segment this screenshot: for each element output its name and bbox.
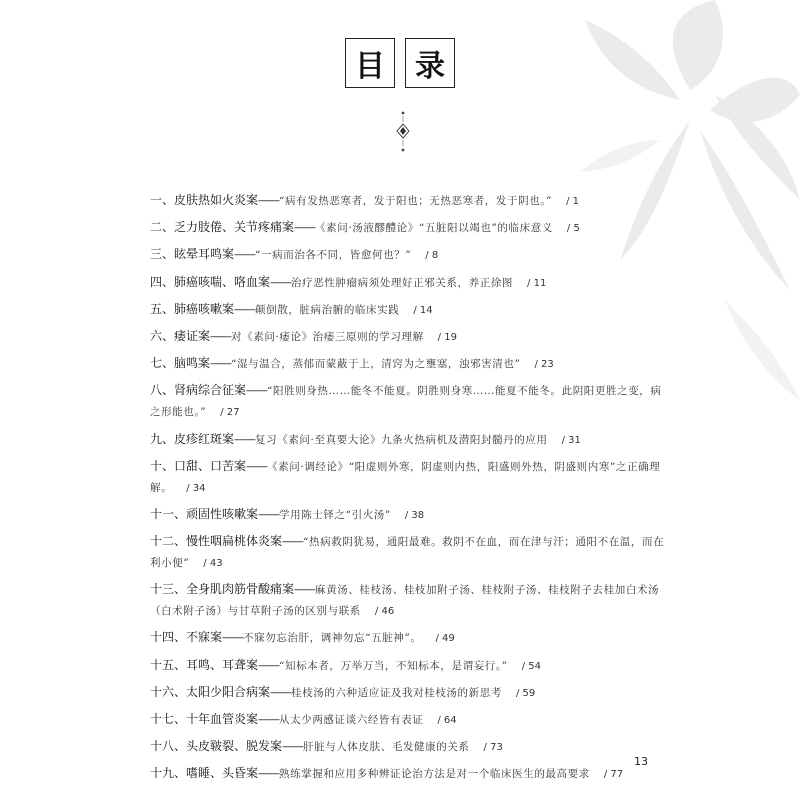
entry-title: 口甜、口苦案	[174, 458, 247, 473]
entry-page: / 46	[374, 606, 395, 618]
entry-dash: ——	[282, 534, 304, 549]
toc-entry-7[interactable]	[150, 353, 670, 375]
entry-dash: ——	[234, 301, 256, 316]
page-number: 13	[634, 755, 648, 768]
entry-page: / 19	[437, 331, 457, 343]
entry-page: / 64	[437, 715, 457, 726]
entry-title: 嗜睡、头昏案	[186, 766, 259, 781]
entry-subtitle: 颠倒散，脏病治腑的临床实践	[255, 303, 400, 316]
entry-page: / 49	[435, 633, 455, 645]
entry-title: 不寐案	[186, 630, 223, 645]
entry-page: / 11	[527, 277, 547, 289]
entry-page: / 8	[425, 250, 439, 262]
entry-title: 太阳少阳合病案	[186, 684, 271, 699]
entry-subtitle: 从太少两感证谈六经皆有表证	[279, 714, 424, 726]
entry-page: / 54	[521, 660, 541, 672]
entry-title: 顽固性咳嗽案	[186, 506, 259, 521]
entry-page: / 77	[603, 769, 624, 781]
entry-subtitle: “阳胜则身热……能冬不能夏。阴胜则身寒……能夏不能冬。此阴阳更胜之变，病之形能也。”	[150, 385, 662, 419]
entry-dash: ——	[270, 684, 292, 699]
toc-entry-12[interactable]	[150, 531, 670, 574]
entry-subtitle: 《素问·汤液醪醴论》“五脏阳以竭也”的临床意义	[315, 222, 553, 235]
entry-subtitle: “湿与温合，蒸郁而蒙蔽于上，清窍为之壅塞，浊邪害清也”	[231, 358, 521, 371]
entry-page: / 23	[534, 359, 554, 371]
entry-number: 十、	[150, 458, 175, 473]
entry-page: / 73	[483, 742, 503, 754]
entry-dash: ——	[258, 657, 280, 672]
entry-dash: ——	[210, 328, 232, 343]
toc-entry-8[interactable]	[150, 380, 670, 423]
entry-number: 十六、	[150, 684, 187, 699]
heading-char-lu: 录	[405, 38, 455, 88]
entry-number: 七、	[150, 356, 175, 371]
entry-number: 九、	[150, 431, 175, 446]
entry-title: 十年血管炎案	[186, 712, 259, 726]
entry-page: / 31	[561, 434, 581, 446]
entry-subtitle: “一病而治各不同，皆愈何也？”	[255, 249, 412, 262]
entry-subtitle: 麻黄汤、桂枝汤、桂枝加附子汤、桂枝附子汤、桂枝附子去桂加白术汤（白术附子汤）与甘草附子汤的区别与联系	[150, 584, 660, 618]
entry-page: / 43	[203, 558, 223, 570]
ornament-divider-icon	[394, 110, 412, 154]
toc-entry-14[interactable]	[150, 627, 670, 649]
entry-page: / 1	[566, 196, 580, 207]
entry-title: 肾病综合征案	[174, 383, 247, 398]
entry-subtitle: 熟练掌握和应用多种辨证论治方法是对一个临床医生的最高要求	[279, 768, 590, 781]
heading-char-mu: 目	[345, 38, 395, 88]
entry-dash: ——	[258, 506, 280, 521]
entry-number: 十二、	[150, 534, 187, 549]
entry-dash: ——	[258, 193, 280, 207]
entry-dash: ——	[246, 458, 268, 473]
entry-dash: ——	[234, 431, 256, 446]
entry-number: 十四、	[150, 630, 187, 645]
toc-list	[150, 190, 670, 791]
entry-number: 三、	[150, 247, 175, 262]
entry-number: 六、	[150, 328, 175, 343]
entry-title: 皮肤热如火炎案	[174, 193, 259, 207]
entry-subtitle: “知标本者，万举万当，不知标本，是谓妄行。”	[279, 659, 508, 672]
entry-dash: ——	[210, 356, 232, 371]
entry-dash: ——	[258, 766, 280, 781]
entry-dash: ——	[270, 274, 292, 289]
entry-dash: ——	[282, 739, 304, 754]
toc-entry-6[interactable]	[150, 326, 670, 348]
toc-entry-4[interactable]	[150, 272, 670, 294]
entry-number: 十八、	[150, 739, 187, 754]
entry-title: 头皮皲裂、脱发案	[186, 739, 283, 754]
entry-page: / 38	[404, 509, 425, 521]
entry-title: 脑鸣案	[174, 356, 211, 371]
entry-title: 慢性咽扁桃体炎案	[186, 534, 283, 549]
entry-subtitle: 治疗恶性肿瘤病须处理好正邪关系，养正徐图	[291, 276, 514, 289]
toc-entry-18[interactable]	[150, 736, 670, 758]
entry-number: 二、	[150, 220, 175, 235]
entry-number: 五、	[150, 301, 175, 316]
toc-entry-1[interactable]	[150, 190, 670, 212]
entry-title: 眩晕耳鸣案	[174, 247, 235, 262]
entry-page: / 5	[566, 223, 580, 235]
entry-title: 痿证案	[174, 328, 211, 343]
toc-entry-11[interactable]	[150, 504, 670, 526]
toc-entry-10[interactable]	[150, 456, 670, 499]
entry-title: 乏力肢倦、关节疼痛案	[174, 220, 295, 235]
toc-entry-9[interactable]	[150, 429, 670, 451]
entry-number: 一、	[150, 193, 175, 207]
entry-number: 十三、	[150, 582, 187, 597]
entry-subtitle: 桂枝汤的六种适应证及我对桂枝汤的新思考	[291, 686, 502, 699]
entry-page: / 27	[220, 407, 240, 419]
entry-dash: ——	[234, 247, 256, 262]
entry-page: / 34	[186, 482, 206, 494]
entry-subtitle: 对《素问·痿论》治痿三原则的学习理解	[231, 330, 424, 343]
entry-number: 四、	[150, 274, 175, 289]
toc-entry-17[interactable]	[150, 709, 670, 731]
entry-dash: ——	[294, 582, 316, 597]
entry-number: 十五、	[150, 657, 187, 672]
entry-number: 八、	[150, 383, 175, 398]
entry-subtitle: “病有发热恶寒者，发于阳也；无热恶寒者，发于阴也。”	[279, 195, 553, 207]
toc-entry-2[interactable]	[150, 217, 670, 239]
entry-title: 肺癌咳嗽案	[174, 301, 235, 316]
entry-number: 十七、	[150, 712, 187, 726]
entry-subtitle: 《素问·调经论》“阳虚则外寒，阴虚则内热，阳盛则外热，阴盛则内寒”之正确理解。	[150, 460, 661, 494]
entry-subtitle: 肝脏与人体皮肤、毛发健康的关系	[303, 741, 470, 754]
entry-page: / 59	[515, 687, 536, 699]
entry-dash: ——	[222, 630, 244, 645]
toc-entry-15[interactable]	[150, 655, 670, 677]
entry-subtitle: 学用陈士铎之“引火汤”	[279, 508, 391, 521]
toc-heading	[0, 38, 800, 88]
entry-title: 耳鸣、耳聋案	[186, 657, 259, 672]
toc-entry-3[interactable]	[150, 244, 670, 266]
entry-dash: ——	[294, 220, 316, 235]
entry-dash: ——	[246, 383, 268, 398]
entry-title: 皮疹红斑案	[174, 431, 235, 446]
entry-subtitle: “热病救阴犹易，通阳最难。救阴不在血，而在津与汗；通阳不在温，而在利小便”	[150, 536, 665, 570]
entry-page: / 14	[413, 304, 433, 316]
entry-dash: ——	[258, 712, 280, 726]
toc-entry-5[interactable]	[150, 299, 670, 321]
toc-entry-16[interactable]	[150, 682, 670, 704]
entry-number: 十九、	[150, 766, 187, 781]
entry-title: 肺癌咳喘、咯血案	[174, 274, 271, 289]
entry-subtitle: 复习《素问·至真要大论》九条火热病机及潜阳封髓丹的应用	[255, 433, 548, 446]
toc-entry-19[interactable]	[150, 763, 670, 785]
entry-title: 全身肌肉筋骨酸痛案	[186, 582, 295, 597]
entry-subtitle: 不寐勿忘治肝，调神勿忘“五脏神”。	[243, 632, 422, 645]
toc-entry-13[interactable]	[150, 579, 670, 622]
entry-number: 十一、	[150, 506, 187, 521]
